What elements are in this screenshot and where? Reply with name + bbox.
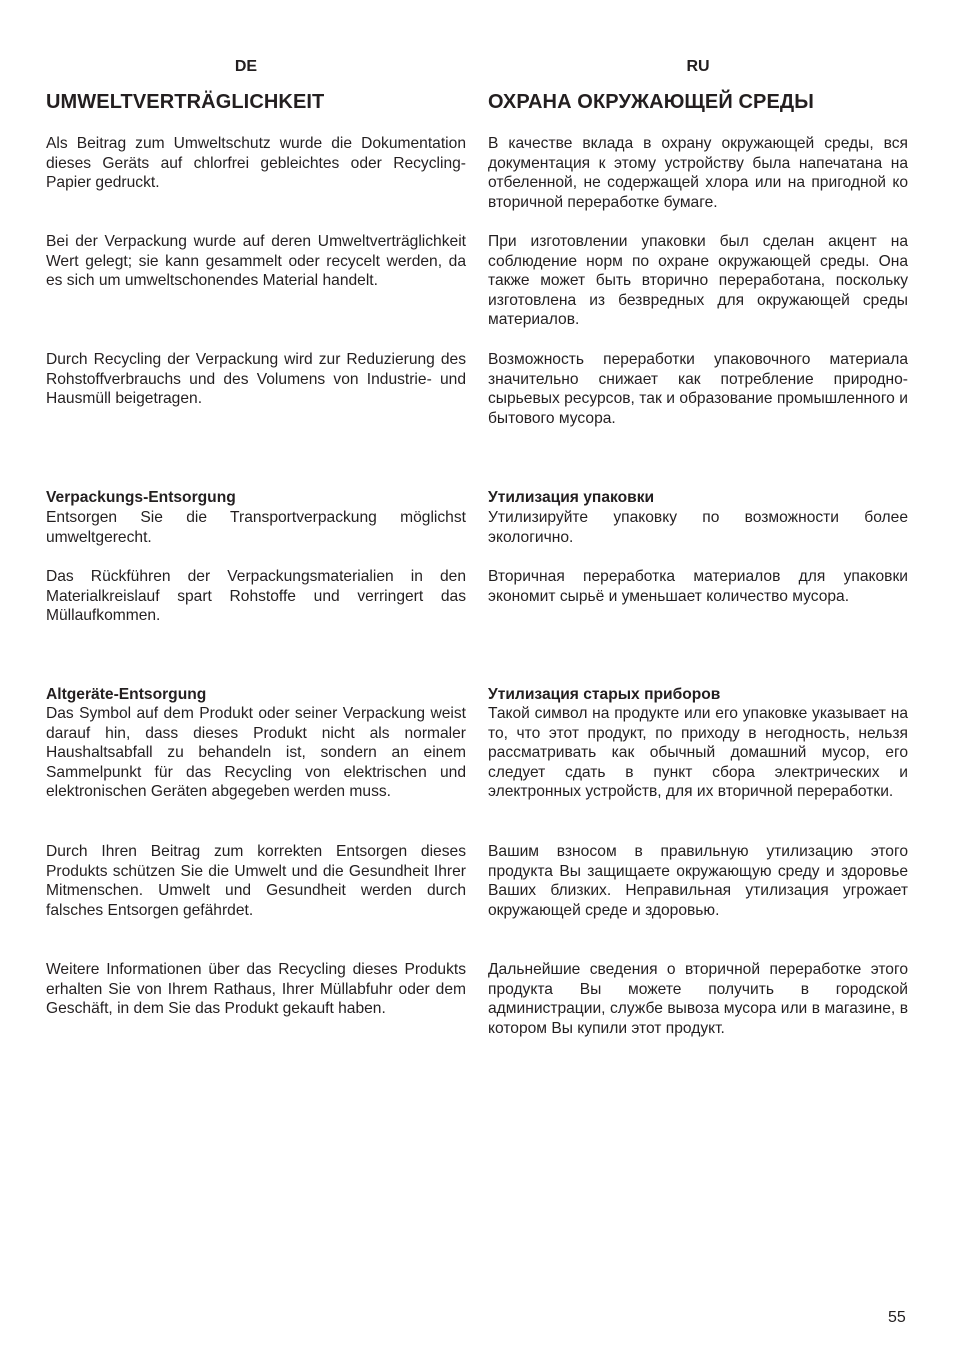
paragraph-material-cycle: Das Rückführen der Verpackungsmaterialien in den Materialkreislauf spart Rohstoffe und verringert das Müllaufkommen. (46, 568, 466, 625)
paragraph-material-cycle: Вторичная переработка материалов для упаковки экономит сырьё и уменьшает количество мусора. (488, 568, 908, 605)
subheading-old-appliance-disposal: Altgeräte-Entsorgung (46, 686, 207, 703)
paragraph-recycling: Возможность переработки упаковочного материала значительно снижает как потребление природно-сырьевых ресурсов, так и образование промышленного и бытового мусора. (488, 351, 908, 427)
paragraph-further-info: Weitere Informationen über das Recycling dieses Produkts erhalten Sie von Ihrem Rathaus, Ihrer Müllabfuhr oder dem Geschäft, in dem Sie das Produkt gekauft haben. (46, 961, 466, 1018)
language-label: DE (234, 58, 258, 75)
section-title: ОХРАНА ОКРУЖАЮЩЕЙ СРЕДЫ (488, 91, 814, 113)
section-title: UMWELTVERTRÄGLICHKEIT (46, 91, 325, 113)
page-number: 55 (888, 1309, 906, 1326)
paragraph-contribution: Durch Ihren Beitrag zum korrekten Entsorgen dieses Produkts schützen Sie die Umwelt und die Gesundheit Ihrer Mitmenschen. Umwelt und Gesundheit werden durch falsches Entsorgen gefährdet. (46, 843, 466, 919)
paragraph-symbol: Такой символ на продукте или его упаковке указывает на то, что этот продукт, по приходу в негодность, нельзя рассматривать как обычный домашний мусор, его следует сдать в пункт сбора электрических и электронных устройств, для их вторичной переработки. (488, 705, 908, 801)
paragraph-packaging-disposal: Entsorgen Sie die Transportverpackung möglichst umweltgerecht. (46, 509, 466, 546)
subheading-packaging-disposal: Утилизация упаковки (488, 489, 655, 506)
paragraph-symbol: Das Symbol auf dem Produkt oder seiner Verpackung weist darauf hin, dass dieses Produkt nicht als normaler Haushaltsabfall zu behandeln ist, sondern an einem Sammelpunkt für das Recycling von elektrischen und elektronischen Geräten abgegeben werden muss. (46, 705, 466, 801)
paragraph-further-info: Дальнейшие сведения о вторичной переработке этого продукта Вы можете получить в городской администрации, службе вывоза мусора или в магазине, в котором Вы купили этот продукт. (488, 961, 908, 1037)
paragraph-recycling: Durch Recycling der Verpackung wird zur Reduzierung des Rohstoffverbrauchs und des Volumens von Industrie- und Hausmüll beigetragen. (46, 351, 466, 408)
paragraph-documentation: Als Beitrag zum Umweltschutz wurde die Dokumentation dieses Geräts auf chlorfrei gebleichtes oder Recycling-Papier gedruckt. (46, 135, 466, 192)
paragraph-documentation: В качестве вклада в охрану окружающей среды, вся документация к этому устройству была напечатана на отбеленной, не содержащей хлора или на пригодной ко вторичной переработке бумаге. (488, 135, 908, 211)
paragraph-packaging-disposal: Утилизируйте упаковку по возможности более экологично. (488, 509, 908, 546)
paragraph-packaging: При изготовлении упаковки был сделан акцент на соблюдение норм по охране окружающей среды. Она также может быть вторично переработана, поскольку изготовлена из безвредных для окружающей среды материалов. (488, 233, 908, 329)
subheading-packaging-disposal: Verpackungs-Entsorgung (46, 489, 236, 506)
language-label: RU (686, 58, 710, 75)
paragraph-packaging: Bei der Verpackung wurde auf deren Umweltverträglichkeit Wert gelegt; sie kann gesammelt oder recycelt werden, da es sich um umweltschonendes Material handelt. (46, 233, 466, 290)
subheading-old-appliance-disposal: Утилизация старых приборов (488, 686, 721, 703)
paragraph-contribution: Вашим взносом в правильную утилизацию этого продукта Вы защищаете окружающую среду и здоровье Ваших близких. Неправильная утилизация угрожает окружающей среде и здоровью. (488, 843, 908, 919)
